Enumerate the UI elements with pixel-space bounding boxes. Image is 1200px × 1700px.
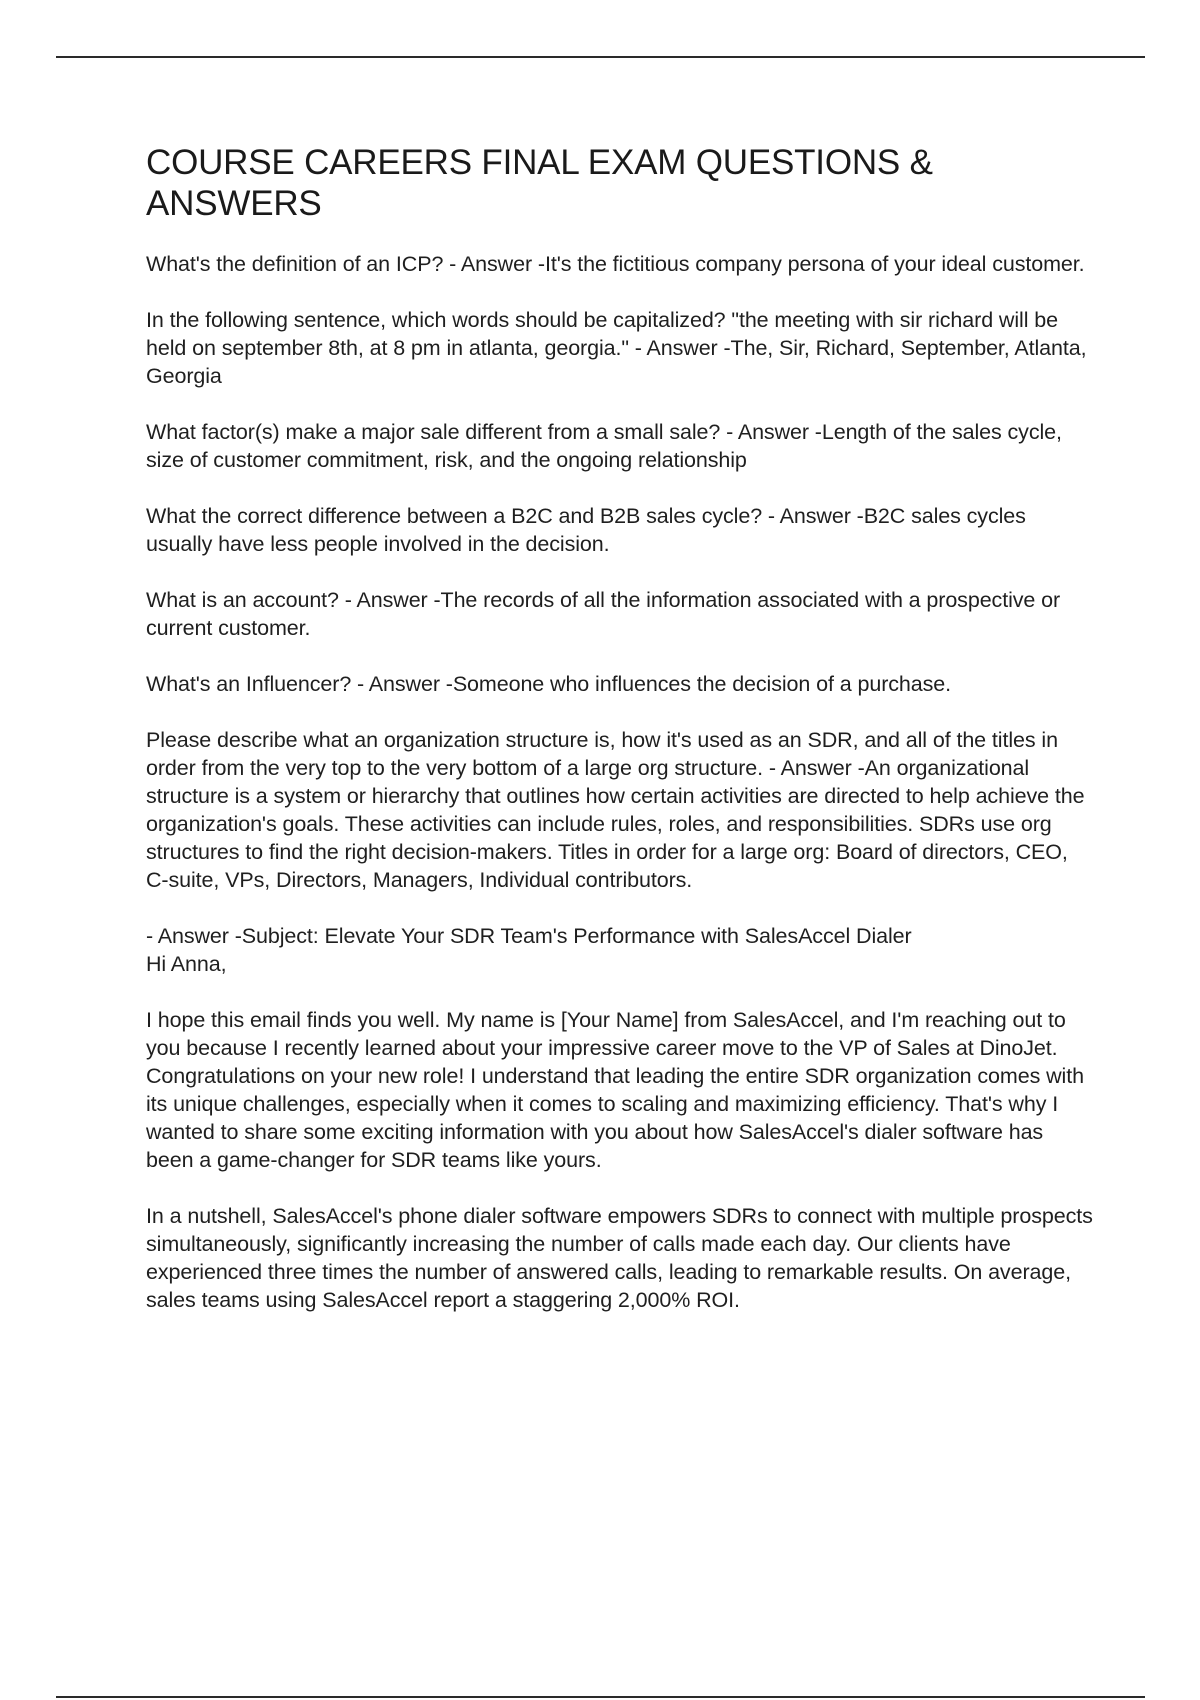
bottom-divider bbox=[56, 1696, 1145, 1698]
qa-paragraph-influencer: What's an Influencer? - Answer -Someone who influences the decision of a purchase. bbox=[146, 672, 952, 696]
qa-paragraph-major-sale: What factor(s) make a major sale different from a small sale? - Answer -Length of the sales cycle, size of customer commitment, risk, and the ongoing relationship bbox=[146, 420, 1062, 472]
top-divider bbox=[56, 56, 1145, 58]
qa-paragraph-email-nutshell: In a nutshell, SalesAccel's phone dialer software empowers SDRs to connect with multiple prospects simultaneously, significantly increasing the number of calls made each day. Our clients have experienced three times the number of answered calls, leading to remarkable results. On average, sales teams using SalesAccel report a staggering 2,000% ROI. bbox=[146, 1204, 1093, 1312]
qa-paragraph-org-structure: Please describe what an organization structure is, how it's used as an SDR, and all of the titles in order from the very top to the very bottom of a large org structure. - Answer -An organizational structure is a system or hierarchy that outlines how certain activities are directed to help achieve the organization's goals. These activities can include rules, roles, and responsibilities. SDRs use org structures to find the right decision-makers. Titles in order for a large org: Board of directors, CEO, C-suite, VPs, Directors, Managers, Individual contributors. bbox=[146, 728, 1085, 892]
qa-paragraph-b2c-b2b: What the correct difference between a B2C and B2B sales cycle? - Answer -B2C sales cycles usually have less people involved in the decision. bbox=[146, 504, 1026, 556]
qa-paragraph-icp: What's the definition of an ICP? - Answer -It's the fictitious company persona of your ideal customer. bbox=[146, 252, 1085, 276]
document-title: COURSE CAREERS FINAL EXAM QUESTIONS & ANSWERS bbox=[146, 143, 933, 223]
qa-paragraph-email-intro: I hope this email finds you well. My name is [Your Name] from SalesAccel, and I'm reaching out to you because I recently learned about your impressive career move to the VP of Sales at DinoJet. Congratulations on your new role! I understand that leading the entire SDR organization comes with its unique challenges, especially when it comes to scaling and maximizing efficiency. That's why I wanted to share some exciting information with you about how SalesAccel's dialer software has been a game-changer for SDR teams like yours. bbox=[146, 1008, 1084, 1172]
document-body bbox=[146, 142, 1096, 1342]
qa-paragraph-account: What is an account? - Answer -The records of all the information associated with a prospective or current customer. bbox=[146, 588, 1061, 640]
qa-paragraph-capitalization: In the following sentence, which words should be capitalized? "the meeting with sir richard will be held on september 8th, at 8 pm in atlanta, georgia." - Answer -The, Sir, Richard, September, Atlanta, Georgia bbox=[146, 308, 1087, 388]
qa-paragraph-email-subject: - Answer -Subject: Elevate Your SDR Team's Performance with SalesAccel Dialer Hi Anna, bbox=[146, 924, 912, 976]
